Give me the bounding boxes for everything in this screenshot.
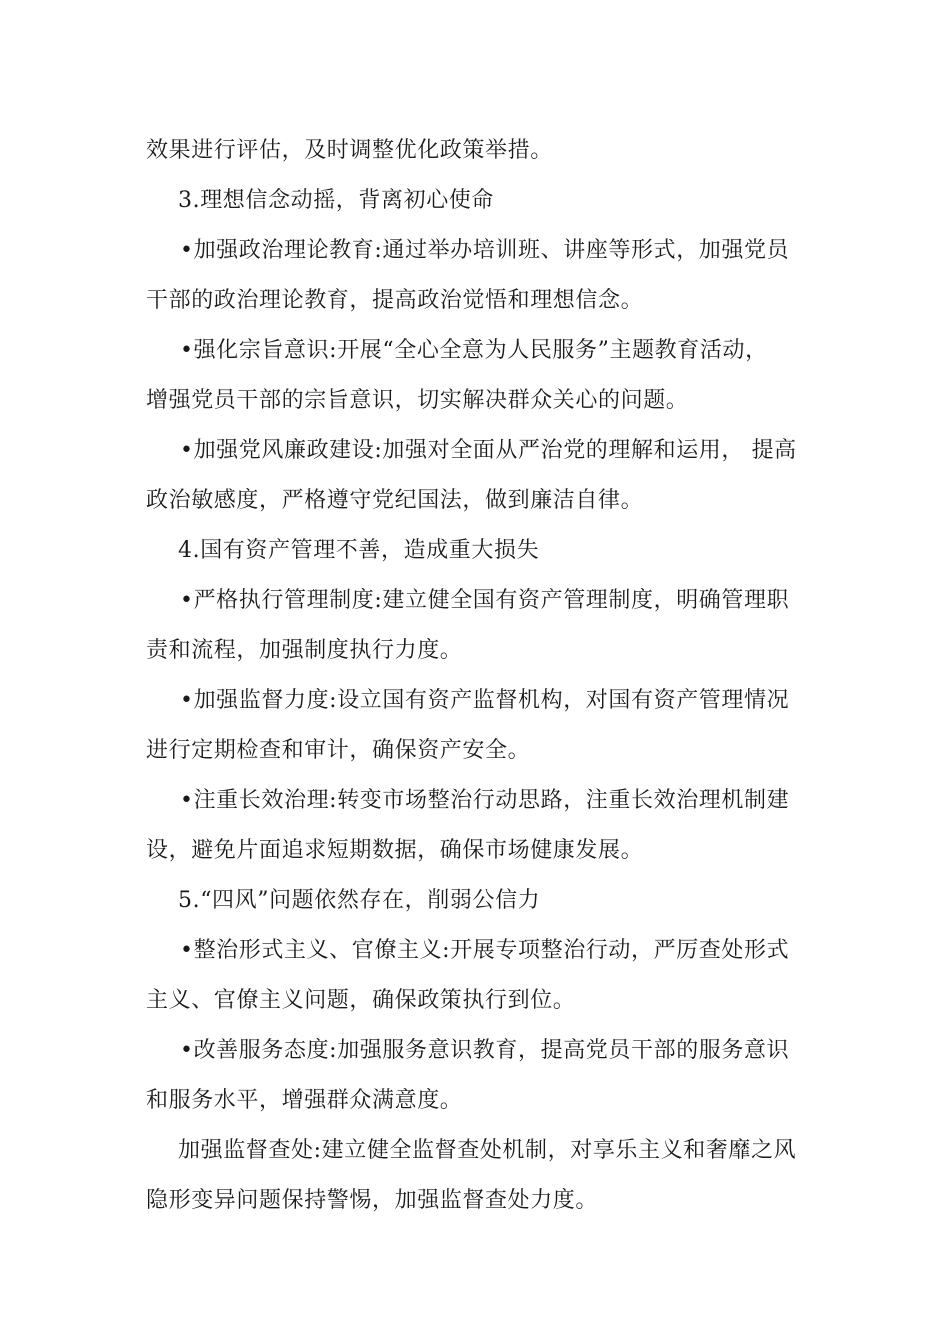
bullet-item-line: 政治敏感度，严格遵守党纪国法，做到廉洁自律。 bbox=[146, 488, 644, 513]
bullet-item-line: •注重长效治理:转变市场整治行动思路，注重长效治理机制建 bbox=[180, 788, 790, 813]
bullet-item-line: 增强党员干部的宗旨意识，切实解决群众关心的问题。 bbox=[146, 388, 689, 413]
bullet-item-line: •加强党风廉政建设:加强对全面从严治党的理解和运用， 提高 bbox=[180, 438, 797, 463]
bullet-item-line: •整治形式主义、官僚主义:开展专项整治行动，严厉查处形式 bbox=[180, 938, 790, 963]
bullet-item-line: •加强监督力度:设立国有资产监督机构，对国有资产管理情况 bbox=[180, 688, 790, 713]
paragraph-continuation: 效果进行评估，及时调整优化政策举措。 bbox=[146, 138, 553, 163]
paragraph-line: 隐形变异问题保持警惕，加强监督查处力度。 bbox=[146, 1188, 599, 1213]
bullet-item-line: •严格执行管理制度:建立健全国有资产管理制度，明确管理职 bbox=[180, 588, 790, 613]
bullet-item-line: •加强政治理论教育:通过举办培训班、讲座等形式，加强党员 bbox=[180, 238, 790, 263]
bullet-item-line: 设，避免片面追求短期数据，确保市场健康发展。 bbox=[146, 838, 644, 863]
bullet-item-line: 干部的政治理论教育，提高政治觉悟和理想信念。 bbox=[146, 288, 644, 313]
bullet-item-line: 责和流程，加强制度执行力度。 bbox=[146, 638, 463, 663]
bullet-item-line: •改善服务态度:加强服务意识教育，提高党员干部的服务意识 bbox=[180, 1038, 790, 1063]
section-heading-4: 4.国有资产管理不善，造成重大损失 bbox=[178, 538, 540, 563]
bullet-item-line: 进行定期检查和审计，确保资产安全。 bbox=[146, 738, 531, 763]
bullet-item-line: •强化宗旨意识:开展“全心全意为人民服务”主题教育活动， bbox=[180, 338, 768, 363]
bullet-item-line: 和服务水平，增强群众满意度。 bbox=[146, 1088, 463, 1113]
paragraph-line: 加强监督查处:建立健全监督查处机制，对享乐主义和奢靡之风 bbox=[178, 1138, 797, 1163]
bullet-item-line: 主义、官僚主义问题，确保政策执行到位。 bbox=[146, 988, 576, 1013]
section-heading-5: 5.“四风”问题依然存在，削弱公信力 bbox=[178, 888, 541, 913]
section-heading-3: 3.理想信念动摇，背离初心使命 bbox=[178, 188, 494, 213]
